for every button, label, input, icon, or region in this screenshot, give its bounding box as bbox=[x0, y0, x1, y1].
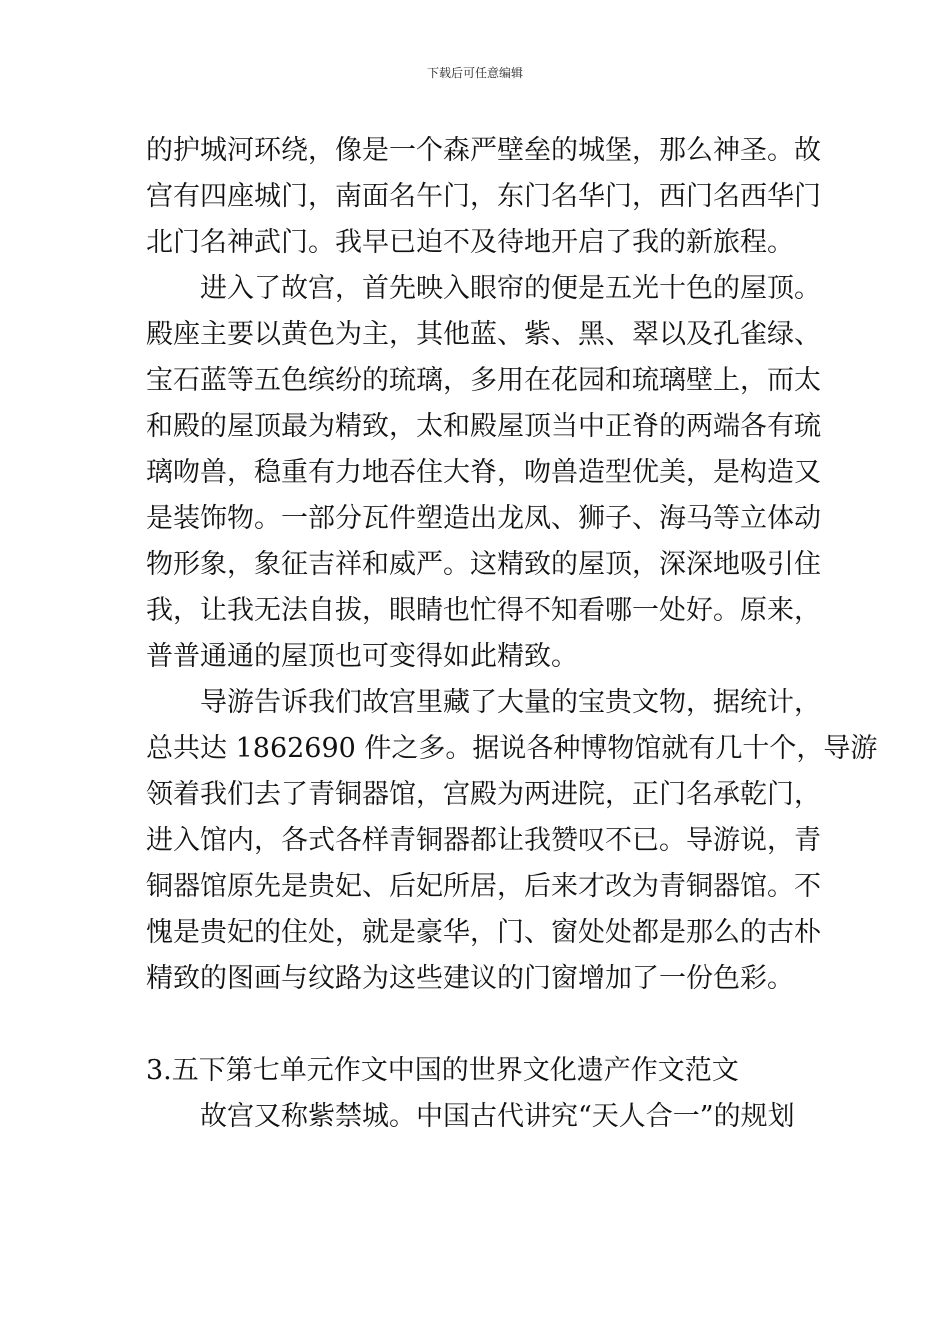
blank-line bbox=[146, 1002, 816, 1048]
text-line: 导游告诉我们故宫里藏了大量的宝贵文物，据统计， bbox=[200, 687, 821, 718]
text-line: 进入馆内，各式各样青铜器都让我赞叹不已。导游说，青 bbox=[146, 825, 821, 856]
text-line: 普普通通的屋顶也可变得如此精致。 bbox=[146, 641, 578, 672]
page-header: 下载后可任意编辑 bbox=[426, 66, 523, 80]
text-line: 进入了故宫，首先映入眼帘的便是五光十色的屋顶。 bbox=[200, 273, 821, 304]
text-line: 愧是贵妃的住处，就是豪华，门、窗处处都是那么的古朴 bbox=[146, 917, 821, 948]
text-line: 领着我们去了青铜器馆，宫殿为两进院，正门名承乾门， bbox=[146, 779, 821, 810]
text-line: 宫有四座城门，南面名午门，东门名华门，西门名西华门 bbox=[146, 181, 821, 212]
text-line: 殿座主要以黄色为主，其他蓝、紫、黑、翠以及孔雀绿、 bbox=[146, 319, 821, 350]
text-line: 北门名神武门。我早已迫不及待地开启了我的新旅程。 bbox=[146, 227, 794, 258]
document-body bbox=[146, 128, 878, 1140]
text-line: 我，让我无法自拔，眼睛也忙得不知看哪一处好。原来， bbox=[146, 595, 821, 626]
text-line: 精致的图画与纹路为这些建议的门窗增加了一份色彩。 bbox=[146, 963, 794, 994]
text-line: 物形象，象征吉祥和威严。这精致的屋顶，深深地吸引住 bbox=[146, 549, 821, 580]
paragraph-3 bbox=[146, 680, 878, 1002]
text-line: 和殿的屋顶最为精致，太和殿屋顶当中正脊的两端各有琉 bbox=[146, 411, 821, 442]
section-first-line: 故宫又称紫禁城。中国古代讲究“天人合一”的规划 bbox=[200, 1101, 795, 1132]
text-line: 是装饰物。一部分瓦件塑造出龙凤、狮子、海马等立体动 bbox=[146, 503, 821, 534]
text-line: 的护城河环绕，像是一个森严壁垒的城堡，那么神圣。故 bbox=[146, 135, 821, 166]
text-line: 总共达 1862690 件之多。据说各种博物馆就有几十个，导游 bbox=[146, 733, 878, 764]
paragraph-1 bbox=[146, 128, 821, 266]
section-heading: 3.五下第七单元作文中国的世界文化遗产作文范文 bbox=[146, 1055, 739, 1086]
text-line: 铜器馆原先是贵妃、后妃所居，后来才改为青铜器馆。不 bbox=[146, 871, 821, 902]
paragraph-2 bbox=[146, 266, 821, 680]
text-line: 宝石蓝等五色缤纷的琉璃，多用在花园和琉璃壁上，而太 bbox=[146, 365, 821, 396]
text-line: 璃吻兽，稳重有力地吞住大脊，吻兽造型优美，是构造又 bbox=[146, 457, 821, 488]
